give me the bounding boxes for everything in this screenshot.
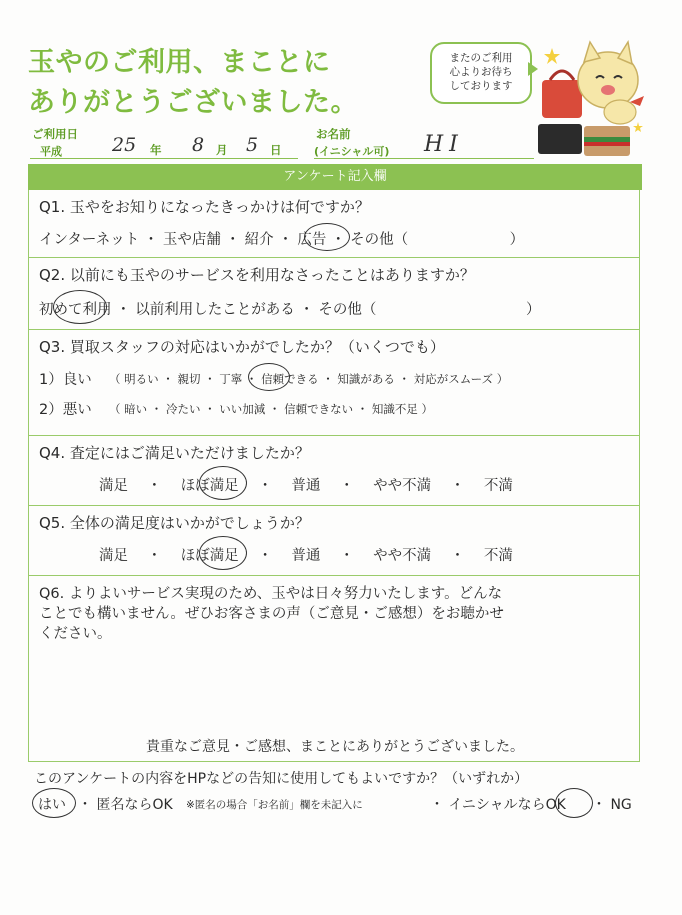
footer-initial: ・ イニシャルならOK	[430, 797, 566, 813]
name-sub-label: (イニシャル可)	[314, 145, 390, 158]
q2-title: Q2. 以前にも玉やのサービスを利用なさったことはありますか？	[39, 266, 475, 284]
footer-question: このアンケートの内容をHPなどの告知に使用してもよいですか？（いずれか）	[34, 771, 529, 787]
year-value: 25	[112, 134, 137, 156]
q3-section	[28, 330, 640, 436]
year-unit: 年	[150, 143, 162, 157]
q1-section	[28, 190, 640, 258]
footer-ok-circle	[555, 788, 593, 818]
q4-answer-circle	[199, 466, 247, 500]
q1-answer-circle	[304, 223, 350, 251]
title-line-1: 玉やのご利用、まことに	[28, 47, 331, 78]
q2-section	[28, 258, 640, 330]
survey-header: アンケート記入欄	[28, 164, 642, 190]
q3-bad-label: 2）悪い	[39, 402, 92, 418]
q4-section	[28, 436, 640, 506]
q2-answer-circle	[53, 290, 107, 324]
q4-options: 満足 ・ ほぼ満足 ・ 普通 ・ やや不満 ・ 不満	[99, 478, 513, 494]
bubble-line-2: 心よりお待ち	[449, 66, 513, 78]
q6-thanks: 貴重なご意見・ご感想、まことにありがとうございました。	[146, 739, 524, 755]
bubble-tail	[528, 62, 538, 76]
footer-anon: ・ 匿名ならOK	[78, 797, 173, 813]
footer-yes-circle	[32, 788, 76, 818]
bubble-line-1: またのご利用	[449, 52, 513, 64]
era-label: 平成	[40, 145, 62, 158]
q3-good-options: （ 明るい ・ 親切 ・ 丁寧 ・ 信頼できる ・ 知識がある ・ 対応がスムーズ ）	[109, 372, 509, 386]
footer-yes: はい	[38, 797, 66, 813]
q5-answer-circle	[199, 536, 247, 570]
month-unit: 月	[216, 143, 228, 157]
bubble-line-3: しております	[449, 80, 513, 92]
name-underline	[314, 158, 534, 159]
footer-ng: ・ NG	[592, 797, 632, 813]
day-unit: 日	[270, 143, 282, 157]
q3-answer-circle	[248, 363, 290, 391]
q6-line-3: ください。	[39, 626, 112, 642]
date-underline	[30, 158, 298, 159]
q6-line-2: ことでも構いません。ぜひお客さまの声（ご意見・ご感想）をお聴かせ	[39, 606, 504, 622]
q3-good-label: 1）良い	[39, 372, 92, 388]
q3-bad-options: （ 暗い ・ 冷たい ・ いい加減 ・ 信頼できない ・ 知識不足 ）	[109, 402, 434, 416]
name-label: お名前	[316, 127, 351, 141]
usage-date-label: ご利用日	[32, 127, 78, 141]
speech-bubble	[430, 42, 532, 104]
month-value: 8	[192, 134, 205, 156]
q3-title: Q3. 買取スタッフの対応はいかがでしたか？（いくつでも）	[39, 338, 445, 356]
name-value: HI	[424, 132, 464, 157]
q5-title: Q5. 全体の満足度はいかがでしょうか？	[39, 514, 310, 532]
q5-options: 満足 ・ ほぼ満足 ・ 普通 ・ やや不満 ・ 不満	[99, 548, 513, 564]
title-line-2: ありがとうございました。	[28, 87, 358, 118]
q6-line-1: Q6. よりよいサービス実現のため、玉やは日々努力いたします。どんな	[39, 586, 503, 602]
cat-mascot-with-bags-illustration	[538, 40, 648, 160]
q2-options: 初めて利用 ・ 以前利用したことがある ・ その他（ ）	[39, 302, 541, 318]
day-value: 5	[246, 134, 259, 156]
q6-section	[28, 576, 640, 762]
footer-note: ※匿名の場合「お名前」欄を未記入に	[186, 799, 363, 811]
q1-options: インターネット ・ 玉や店舗 ・ 紹介 ・ 広告 ・ その他（ ）	[39, 232, 525, 248]
q1-title: Q1. 玉やをお知りになったきっかけは何ですか？	[39, 198, 370, 216]
q5-section	[28, 506, 640, 576]
q4-title: Q4. 査定にはご満足いただけましたか？	[39, 444, 310, 462]
